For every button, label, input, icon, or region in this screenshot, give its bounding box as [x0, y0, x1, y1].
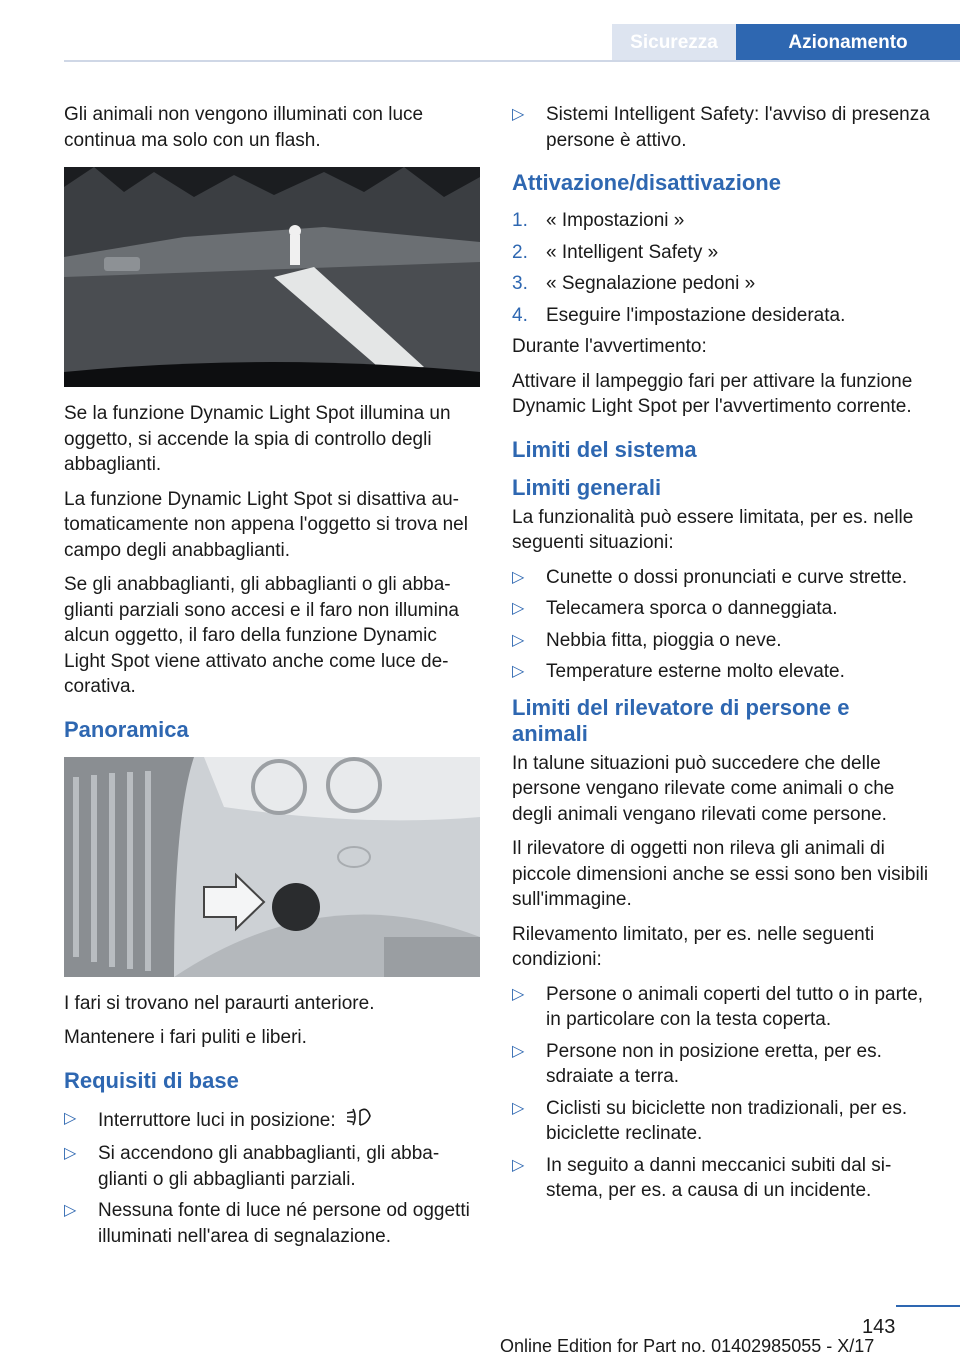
list-item-text: Cunette o dossi pronunciati e curve strette. — [546, 566, 908, 588]
heading-panoramica: Panoramica — [64, 716, 189, 742]
front-bumper-image — [64, 757, 480, 977]
step-number: 1. — [512, 210, 528, 231]
tab-azionamento[interactable]: Azionamento — [736, 24, 960, 62]
step-text: « Intelligent Safety » — [546, 241, 719, 263]
list-item-text: Telecamera sporca o danneggiata. — [546, 598, 838, 619]
bullet-triangle-icon: ▷ — [512, 985, 525, 1003]
bullet-triangle-icon: ▷ — [512, 1099, 525, 1117]
list-item — [512, 1153, 930, 1204]
list-item-text: Si accendono gli anabbaglianti, gli abbaglianti o gli abbaglianti parziali. — [98, 1143, 440, 1190]
prerequisite-list — [512, 102, 930, 153]
footer-rule — [896, 1305, 960, 1307]
tab-sicurezza[interactable]: Sicurezza — [612, 24, 736, 62]
heading-attivazione: Attivazione/disattivazione — [512, 170, 781, 195]
step-item — [512, 240, 930, 266]
bullet-triangle-icon: ▷ — [512, 106, 525, 123]
list-item-text: Temperature esterne molto elevate. — [546, 661, 845, 682]
list-item — [512, 1039, 930, 1090]
step-number: 3. — [512, 273, 528, 294]
night-road-image — [64, 167, 480, 387]
requirements-list — [64, 1106, 482, 1250]
list-item — [64, 1141, 482, 1192]
left-column — [64, 102, 482, 1255]
list-item-text: Nessuna fonte di luce né persone od oggetti illuminati nell'area di segnalazione. — [98, 1200, 470, 1247]
list-item-text: Sistemi Intelligent Safety: l'avviso di presenza persone è attivo. — [546, 104, 930, 151]
heading-requisiti: Requisiti di base — [64, 1067, 239, 1093]
steps-list — [512, 208, 930, 328]
detection-limits-list — [512, 982, 930, 1204]
step-text: « Segnalazione pedoni » — [546, 273, 756, 294]
paragraph: Rilevamento limitato, per es. nelle seguenti condizioni: — [512, 923, 875, 970]
list-item-text: Nebbia fitta, pioggia o neve. — [546, 629, 782, 651]
list-item-text: Interruttore luci in posizione: — [98, 1109, 336, 1131]
paragraph: Gli animali non vengono illuminati con luce continua ma solo con un flash. — [64, 104, 424, 151]
list-item — [64, 1106, 482, 1136]
step-item — [512, 271, 930, 297]
step-number: 2. — [512, 241, 528, 263]
step-text: Eseguire l'impostazione desiderata. — [546, 304, 846, 326]
list-item — [512, 1096, 930, 1147]
paragraph: La funzionalità può essere limitata, per es. nelle seguenti situazioni: — [512, 506, 914, 553]
list-item — [512, 659, 930, 685]
step-text: « Impostazioni » — [546, 210, 685, 231]
list-item-text: Persone non in posizione eretta, per es. sdraiate a terra. — [546, 1040, 882, 1087]
bullet-triangle-icon: ▷ — [64, 1145, 77, 1162]
right-column — [512, 102, 930, 1210]
heading-limiti-sistema: Limiti del sistema — [512, 436, 697, 462]
paragraph: In talune situazioni può succedere che delle persone vengano rilevate come animali o che degli animali vengano rilevati come persone. — [512, 752, 895, 825]
edition-note: Online Edition for Part no. 01402985055 - X/17 — [500, 1336, 875, 1356]
paragraph: Attivare il lampeggio fari per attivare la funzione Dynamic Light Spot per l'avvertimento corrente. — [512, 370, 913, 417]
step-number: 4. — [512, 304, 528, 326]
light-switch-icon — [347, 1106, 373, 1136]
heading-limiti-generali: Limiti generali — [512, 474, 662, 500]
list-item — [512, 628, 930, 654]
bullet-triangle-icon: ▷ — [512, 631, 525, 649]
step-item — [512, 303, 930, 329]
list-item-text: Persone o animali coperti del tutto o in parte, in particolare con la testa coperta. — [546, 983, 924, 1030]
bullet-triangle-icon: ▷ — [512, 600, 525, 617]
bullet-triangle-icon: ▷ — [512, 1156, 525, 1174]
page-number: 143 — [862, 1316, 896, 1338]
list-item — [512, 102, 930, 153]
bullet-triangle-icon: ▷ — [512, 1042, 525, 1060]
bullet-triangle-icon: ▷ — [512, 568, 525, 586]
header-rule — [64, 60, 960, 62]
list-item — [512, 565, 930, 591]
bullet-triangle-icon: ▷ — [64, 1202, 77, 1219]
paragraph: Se la funzione Dynamic Light Spot illumina un oggetto, si accende la spia di controllo degli abbaglianti. — [64, 403, 451, 475]
paragraph: Durante l'avvertimento: — [512, 336, 707, 357]
step-item — [512, 208, 930, 234]
paragraph: La funzione Dynamic Light Spot si disattiva automaticamente non appena l'oggetto si trova nel campo degli anabbaglianti. — [64, 488, 468, 561]
paragraph: Il rilevatore di oggetti non rileva gli animali di piccole dimensioni anche se essi sono ben visibili sull'immagine. — [512, 838, 929, 910]
heading-limiti-rilevatore: Limiti del rilevatore di persone e animali — [512, 694, 850, 746]
list-item — [512, 596, 930, 622]
list-item — [512, 982, 930, 1033]
list-item — [64, 1198, 482, 1249]
bullet-triangle-icon: ▷ — [64, 1109, 77, 1127]
paragraph: I fari si trovano nel paraurti anteriore. — [64, 992, 375, 1014]
general-limits-list — [512, 565, 930, 685]
list-item-text: Ciclisti su biciclette non tradizionali, per es. biciclette reclinate. — [546, 1097, 908, 1144]
paragraph: Mantenere i fari puliti e liberi. — [64, 1027, 307, 1048]
paragraph: Se gli anabbaglianti, gli abbaglianti o gli abbaglianti parziali sono accesi e il faro non illumina alcun oggetto, il faro della funzione Dynamic Light Spot viene attivato anche come luce decorativa. — [64, 574, 459, 697]
bullet-triangle-icon: ▷ — [512, 663, 525, 680]
list-item-text: In seguito a danni meccanici subiti dal sistema, per es. a causa di un incidente. — [546, 1154, 892, 1201]
